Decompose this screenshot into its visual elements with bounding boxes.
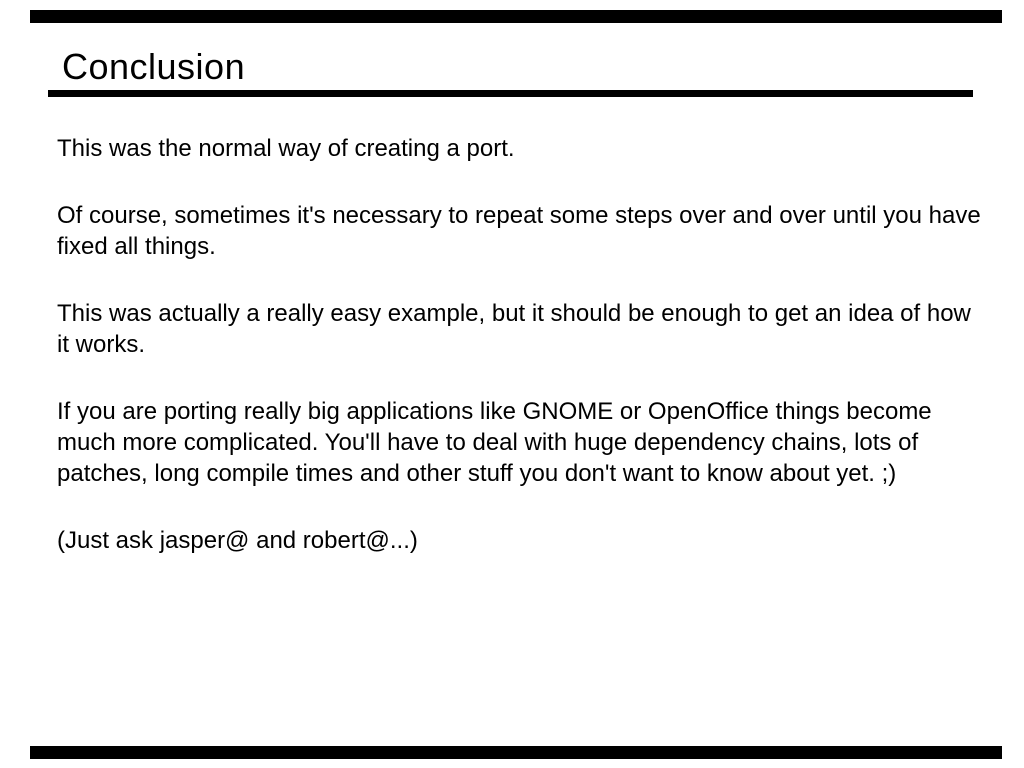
title-underline-rule	[48, 90, 973, 97]
slide-paragraph: Of course, sometimes it's necessary to repeat some steps over and over until you have fixed all things.	[57, 202, 981, 260]
top-decorative-bar	[30, 10, 1002, 23]
slide-title: Conclusion	[62, 46, 246, 87]
slide-paragraph: (Just ask jasper@ and robert@...)	[57, 527, 418, 554]
slide-paragraph: If you are porting really big applications like GNOME or OpenOffice things become much more complicated. You'll have to deal with huge dependency chains, lots of patches, long compile times and other stuff you don't want to know about yet. ;)	[57, 398, 932, 487]
bottom-decorative-bar	[30, 746, 1002, 759]
slide-paragraph: This was the normal way of creating a port.	[57, 135, 515, 162]
slide-paragraph: This was actually a really easy example, but it should be enough to get an idea of how it works.	[57, 300, 971, 358]
slide-body	[57, 133, 982, 592]
